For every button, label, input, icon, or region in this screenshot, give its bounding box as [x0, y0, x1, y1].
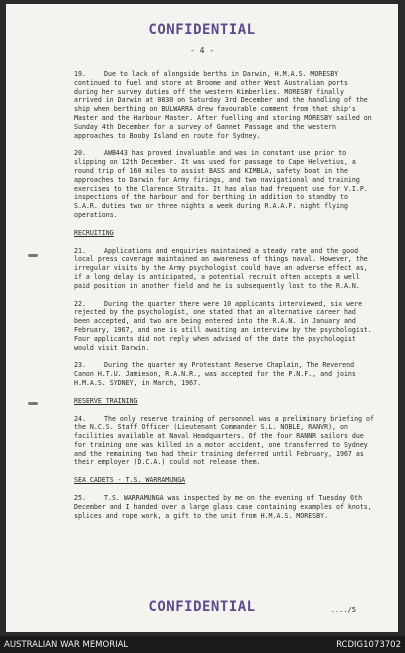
paragraph-number: 20.	[74, 149, 86, 158]
paragraph-number: 24.	[74, 414, 86, 423]
paragraph-text: Applications and enquiries maintained a steady rate and the good local press coverage maintained an awareness of things naval. However, the irregular visits by the Army psychologist could have an adverse effect as, if a long delay is anticipated, a potential recruit often accepts a well paid position in another field and he is subsequently lost to the R.A.N.	[74, 246, 368, 290]
confidential-stamp-bottom: CONFIDENTIAL	[148, 599, 256, 615]
paragraph	[74, 70, 374, 140]
paragraph	[74, 415, 374, 468]
paragraph	[74, 149, 374, 219]
punch-hole-mark	[28, 254, 38, 257]
document-page	[6, 4, 398, 632]
paragraph-text: T.S. WARRAMUNGA was inspected by me on the evening of Tuesday 6th December and I handed over a large glass case containing examples of knots, splices and rope work, a gift to the unit from H.M.A.S. MORESBY.	[74, 494, 372, 520]
paragraph-text: During the quarter there were 10 applicants interviewed, six were rejected by the psychologist, one stated that an alternative career had been accepted, and two are being entered into the R.A.N. in January and February, 1967, and one is still awaiting an interview by the psychologist. Four applicants did not reply when advised of the date the psychologist would visit Darwin.	[74, 299, 372, 352]
page-number: - 4 -	[189, 46, 215, 55]
continuation-marker: ..../5	[330, 606, 356, 614]
paragraph-text: The only reserve training of personnel was a preliminary briefing of the N.C.S. Staff Officer (Lieutenant Commander S.L. NOBLE, RANVR), on facilities available at Naval Headquarters. Of the four RANNR sailors due for training one was killed in a motor accident, one transferred to Sydney and the remaining two had their training deferred until February, 1967 as their employer (D.C.A.) could not release them.	[74, 414, 374, 467]
paragraph-text: AWB443 has proved invaluable and was in constant use prior to slipping on 12th December. It was used for passage to Cape Helvetius, a round trip of 160 miles to assist BASS and KIMBLA, safety boat in the approaches to Darwin for Army firings, and two navigational and training exercises to the Clarence Straits. It has also had frequent use for V.I.P. inspections of the harbour and for berthing in addition to standby to S.A.R. duties two or three nights a week during R.A.A.F. night flying operations.	[74, 149, 368, 219]
paragraph-number: 19.	[74, 70, 86, 78]
paragraph-number: 25.	[74, 494, 86, 503]
paragraph-text: Due to lack of alongside berths in Darwin, H.M.A.S. MORESBY continued to fuel and store at Broome and other West Australian ports during her survey duties off the western Kimberlies. MORESBY finally arrived in Darwin at 0830 on Saturday 3rd December and the handling of the ship when berthing on BULWARRA drew favourable comment from that ship's Master and the Harbour Master. After fuelling and storing MORESBY sailed on Sunday 4th December for a survey of Gannet Passage and the western approaches to Booby Island en route for Sydney.	[74, 70, 372, 140]
document-body	[74, 70, 374, 529]
paragraph-number: 22.	[74, 299, 86, 308]
paragraph	[74, 300, 374, 353]
paragraph-text: During the quarter my Protestant Reserve Chaplain, The Reverend Canon H.T.U. Jamieson, R.A.N.R., was accepted for the P.N.F., and joins H.M.A.S. SYDNEY, in March, 1967.	[74, 361, 356, 387]
paragraph	[74, 361, 374, 387]
archive-footer	[0, 636, 405, 653]
paragraph	[74, 247, 374, 291]
section-heading: RESERVE TRAINING	[74, 396, 138, 405]
punch-hole-mark	[28, 402, 38, 405]
section-heading: SEA CADETS - T.S. WARRAMUNGA	[74, 476, 186, 485]
section-heading: RECRUITING	[74, 228, 114, 237]
confidential-stamp-top: CONFIDENTIAL	[148, 22, 256, 38]
paragraph-number: 21.	[74, 246, 86, 255]
paragraph-number: 23.	[74, 361, 86, 370]
archive-name: AUSTRALIAN WAR MEMORIAL	[4, 640, 129, 650]
archive-reference: RCDIG1073702	[336, 640, 401, 650]
paragraph	[74, 494, 374, 520]
